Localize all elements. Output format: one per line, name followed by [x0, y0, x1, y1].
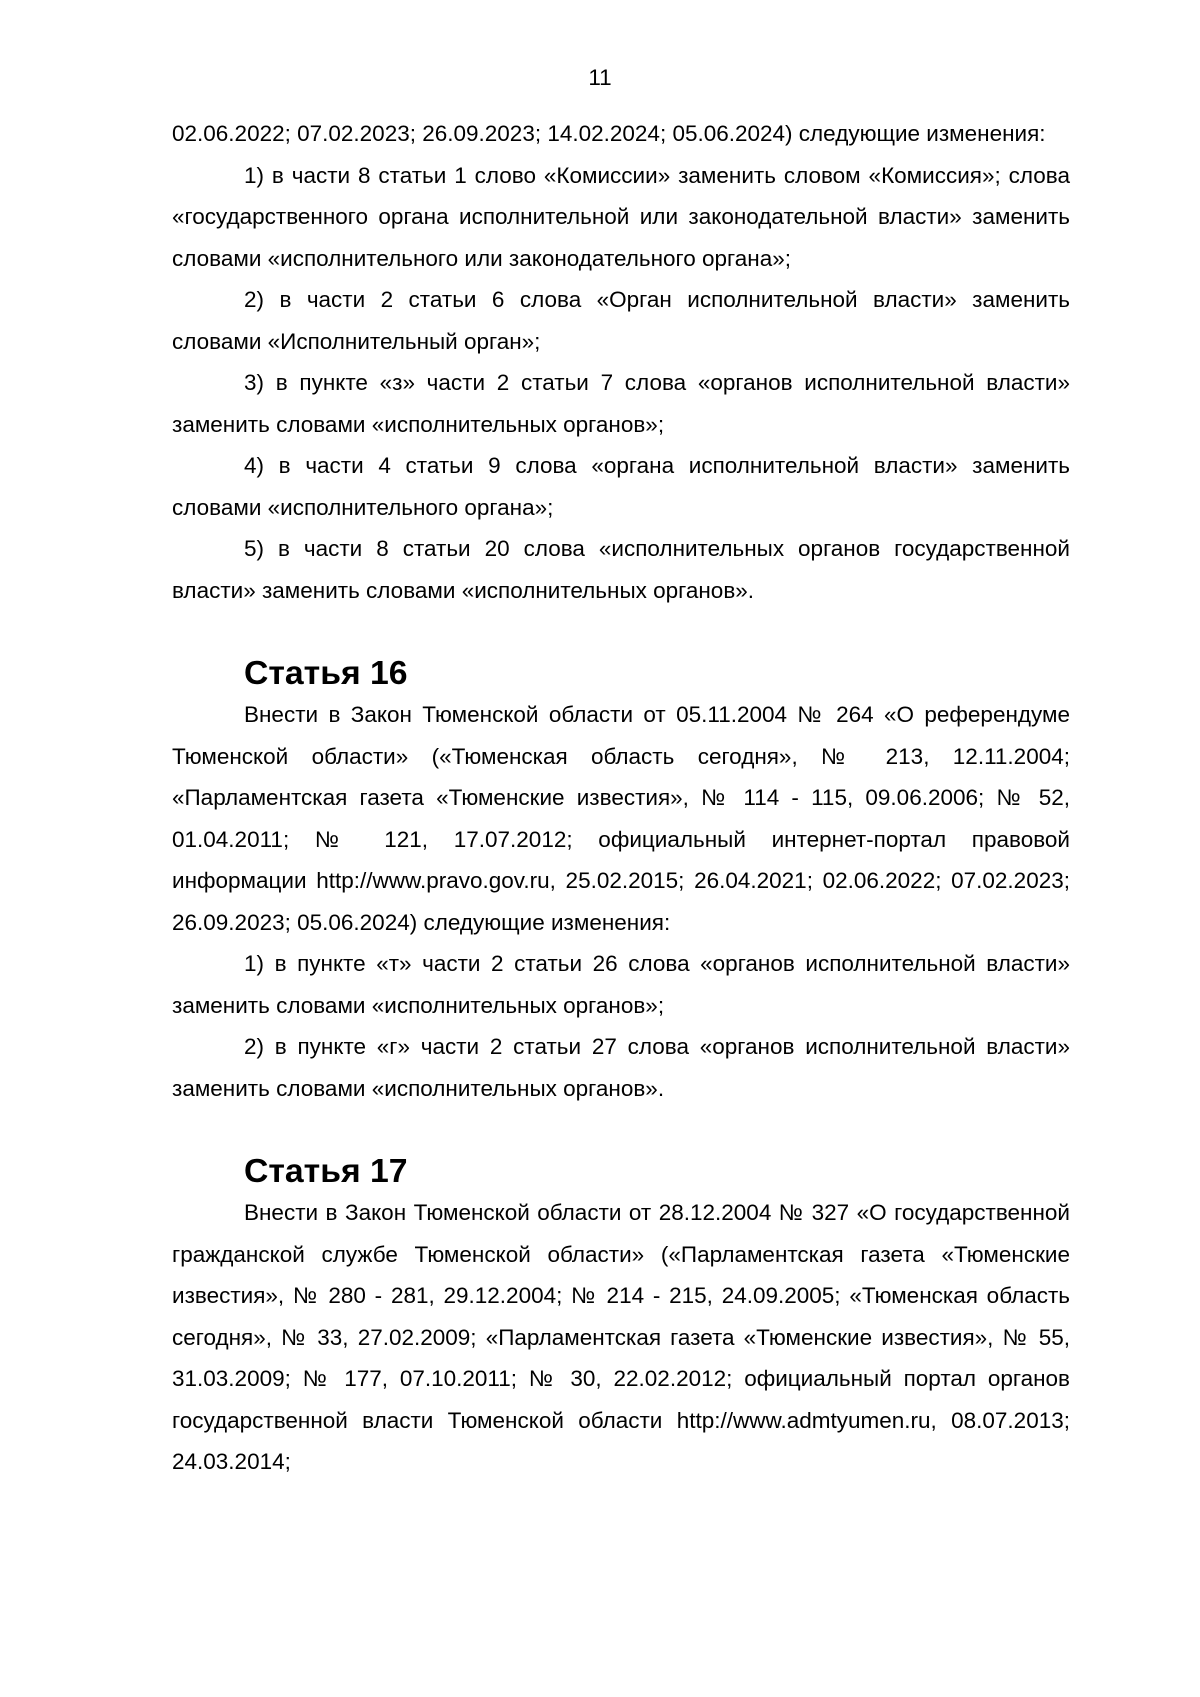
document-body: [172, 113, 1070, 1483]
amendment-item: 1) в пункте «т» части 2 статьи 26 слова «органов исполнительной власти» заменить словами «исполнительных органов»;: [172, 951, 1070, 1018]
article-16-intro: Внести в Закон Тюменской области от 05.11.2004 № 264 «О референдуме Тюменской области» («Тюменская область сегодня», № 213, 12.11.2004; «Парламентская газета «Тюменские известия», № 114 - 115, 09.06.2006; № 52, 01.04.2011; № 121, 17.07.2012; официальный интернет-портал правовой информации http://www.pravo.gov.ru, 25.02.2015; 26.04.2021; 02.06.2022; 07.02.2023; 26.09.2023; 05.06.2024) следующие изменения:: [172, 702, 1070, 935]
amendment-item: 4) в части 4 статьи 9 слова «органа исполнительной власти» заменить словами «исполнительного органа»;: [172, 453, 1070, 520]
amendment-item: 2) в пункте «г» части 2 статьи 27 слова «органов исполнительной власти» заменить словами «исполнительных органов».: [172, 1034, 1070, 1101]
paragraph-continuation: 02.06.2022; 07.02.2023; 26.09.2023; 14.02.2024; 05.06.2024) следующие изменения:: [172, 121, 1046, 146]
amendment-item: 1) в части 8 статьи 1 слово «Комиссии» заменить словом «Комиссия»; слова «государственного органа исполнительной или законодательной власти» заменить словами «исполнительного или законодательного органа»;: [172, 162, 1070, 271]
page-number: 11: [588, 65, 612, 90]
amendment-item: 5) в части 8 статьи 20 слова «исполнительных органов государственной власти» заменить словами «исполнительных органов».: [172, 536, 1070, 603]
article-17-heading: Статья 17: [244, 1151, 408, 1190]
amendment-item: 2) в части 2 статьи 6 слова «Орган исполнительной власти» заменить словами «Исполнительный орган»;: [172, 287, 1070, 354]
article-17-intro: Внести в Закон Тюменской области от 28.12.2004 № 327 «О государственной гражданской службе Тюменской области» («Парламентская газета «Тюменские известия», № 280 - 281, 29.12.2004; № 214 - 215, 24.09.2005; «Тюменская область сегодня», № 33, 27.02.2009; «Парламентская газета «Тюменские известия», № 55, 31.03.2009; № 177, 07.10.2011; № 30, 22.02.2012; официальный портал органов государственной власти Тюменской области http://www.admtyumen.ru, 08.07.2013; 24.03.2014;: [172, 1200, 1070, 1474]
article-16-heading: Статья 16: [244, 653, 408, 692]
amendment-item: 3) в пункте «з» части 2 статьи 7 слова «органов исполнительной власти» заменить словами «исполнительных органов»;: [172, 370, 1070, 437]
